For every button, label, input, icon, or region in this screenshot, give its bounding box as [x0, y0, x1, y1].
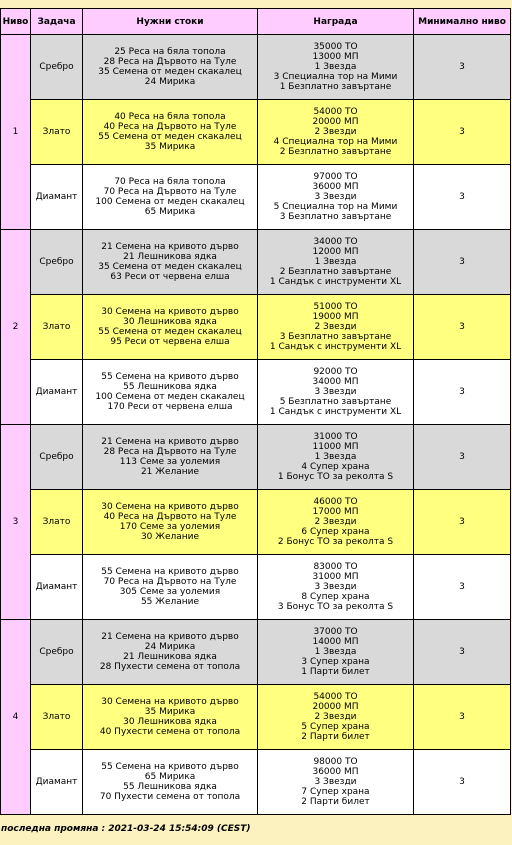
- task-cell: Диамант: [31, 360, 83, 425]
- min-level-cell: 3: [414, 230, 511, 295]
- table-row: [1, 620, 511, 685]
- header-task: Задача: [31, 9, 83, 35]
- header-goods: Нужни стоки: [83, 9, 258, 35]
- min-level-cell: 3: [414, 750, 511, 815]
- min-level-cell: 3: [414, 295, 511, 360]
- reward-cell: 34000 ТО 12000 МП 1 Звезда 2 Безплатно завъртане 1 Сандък с инструменти XL: [258, 230, 414, 295]
- table-row: [1, 425, 511, 490]
- task-cell: Диамант: [31, 165, 83, 230]
- min-level-cell: 3: [414, 100, 511, 165]
- table-row: [1, 360, 511, 425]
- min-level-cell: 3: [414, 685, 511, 750]
- header-level: Ниво: [1, 9, 31, 35]
- reward-cell: 51000 ТО 19000 МП 2 Звезди 3 Безплатно завъртане 1 Сандък с инструменти XL: [258, 295, 414, 360]
- min-level-cell: 3: [414, 165, 511, 230]
- reward-cell: 97000 ТО 36000 МП 3 Звезди 5 Специална тор на Мими 3 Безплатно завъртане: [258, 165, 414, 230]
- level-cell: 1: [1, 35, 31, 230]
- table-row: [1, 100, 511, 165]
- reward-cell: 31000 ТО 11000 МП 1 Звезда 4 Супер храна 1 Бонус ТО за реколта S: [258, 425, 414, 490]
- table-body: [1, 35, 511, 815]
- task-cell: Злато: [31, 295, 83, 360]
- goods-cell: 40 Реса на бяла топола 40 Реса на Дървото на Туле 55 Семена от меден скакалец 35 Мирика: [83, 100, 258, 165]
- level-cell: 2: [1, 230, 31, 425]
- task-cell: Сребро: [31, 425, 83, 490]
- min-level-cell: 3: [414, 620, 511, 685]
- table-row: [1, 490, 511, 555]
- reward-cell: 35000 ТО 13000 МП 1 Звезда 3 Специална тор на Мими 1 Безплатно завъртане: [258, 35, 414, 100]
- table-row: [1, 750, 511, 815]
- header-reward: Награда: [258, 9, 414, 35]
- goods-cell: 25 Реса на бяла топола 28 Реса на Дървото на Туле 35 Семена от меден скакалец 24 Мирика: [83, 35, 258, 100]
- reward-cell: 46000 ТО 17000 МП 2 Звезди 6 Супер храна 2 Бонус ТО за реколта S: [258, 490, 414, 555]
- level-cell: 4: [1, 620, 31, 815]
- task-cell: Злато: [31, 100, 83, 165]
- min-level-cell: 3: [414, 35, 511, 100]
- task-cell: Злато: [31, 685, 83, 750]
- table-row: [1, 165, 511, 230]
- min-level-cell: 3: [414, 490, 511, 555]
- goods-cell: 30 Семена на кривото дърво 35 Мирика 30 Лешникова ядка 40 Пухести семена от топола: [83, 685, 258, 750]
- table-row: [1, 555, 511, 620]
- task-cell: Злато: [31, 490, 83, 555]
- header-min-level: Минимално ниво: [414, 9, 511, 35]
- last-modified: последна промяна : 2021-03-24 15:54:09 (CEST): [1, 824, 251, 834]
- reward-cell: 54000 ТО 20000 МП 2 Звезди 4 Специална тор на Мими 2 Безплатно завъртане: [258, 100, 414, 165]
- goods-cell: 70 Реса на бяла топола 70 Реса на Дървото на Туле 100 Семена от меден скакалец 65 Мирика: [83, 165, 258, 230]
- task-cell: Диамант: [31, 555, 83, 620]
- goods-cell: 21 Семена на кривото дърво 24 Мирика 21 Лешникова ядка 28 Пухести семена от топола: [83, 620, 258, 685]
- goods-cell: 21 Семена на кривото дърво 28 Реса на Дървото на Туле 113 Семе за уолемия 21 Желание: [83, 425, 258, 490]
- table-row: [1, 230, 511, 295]
- table-row: [1, 295, 511, 360]
- task-cell: Сребро: [31, 620, 83, 685]
- goods-cell: 55 Семена на кривото дърво 55 Лешникова ядка 100 Семена от меден скакалец 170 Реси от червена елша: [83, 360, 258, 425]
- header-row: [1, 9, 511, 35]
- level-cell: 3: [1, 425, 31, 620]
- task-cell: Сребро: [31, 35, 83, 100]
- min-level-cell: 3: [414, 360, 511, 425]
- goods-cell: 30 Семена на кривото дърво 30 Лешникова ядка 55 Семена от меден скакалец 95 Реси от червена елша: [83, 295, 258, 360]
- task-cell: Диамант: [31, 750, 83, 815]
- reward-cell: 37000 ТО 14000 МП 1 Звезда 3 Супер храна 1 Парти билет: [258, 620, 414, 685]
- goods-cell: 55 Семена на кривото дърво 65 Мирика 55 Лешникова ядка 70 Пухести семена от топола: [83, 750, 258, 815]
- task-cell: Сребро: [31, 230, 83, 295]
- rewards-table: [0, 8, 511, 815]
- reward-cell: 54000 ТО 20000 МП 2 Звезди 5 Супер храна 2 Парти билет: [258, 685, 414, 750]
- table-row: [1, 685, 511, 750]
- min-level-cell: 3: [414, 555, 511, 620]
- goods-cell: 55 Семена на кривото дърво 70 Реса на Дървото на Туле 305 Семе за уолемия 55 Желание: [83, 555, 258, 620]
- reward-cell: 83000 ТО 31000 МП 3 Звезди 8 Супер храна 3 Бонус ТО за реколта S: [258, 555, 414, 620]
- goods-cell: 30 Семена на кривото дърво 40 Реса на Дървото на Туле 170 Семе за уолемия 30 Желание: [83, 490, 258, 555]
- reward-cell: 92000 ТО 34000 МП 3 Звезди 5 Безплатно завъртане 1 Сандък с инструменти XL: [258, 360, 414, 425]
- table-row: [1, 35, 511, 100]
- goods-cell: 21 Семена на кривото дърво 21 Лешникова ядка 35 Семена от меден скакалец 63 Реси от червена елша: [83, 230, 258, 295]
- reward-cell: 98000 ТО 36000 МП 3 Звезди 7 Супер храна 2 Парти билет: [258, 750, 414, 815]
- min-level-cell: 3: [414, 425, 511, 490]
